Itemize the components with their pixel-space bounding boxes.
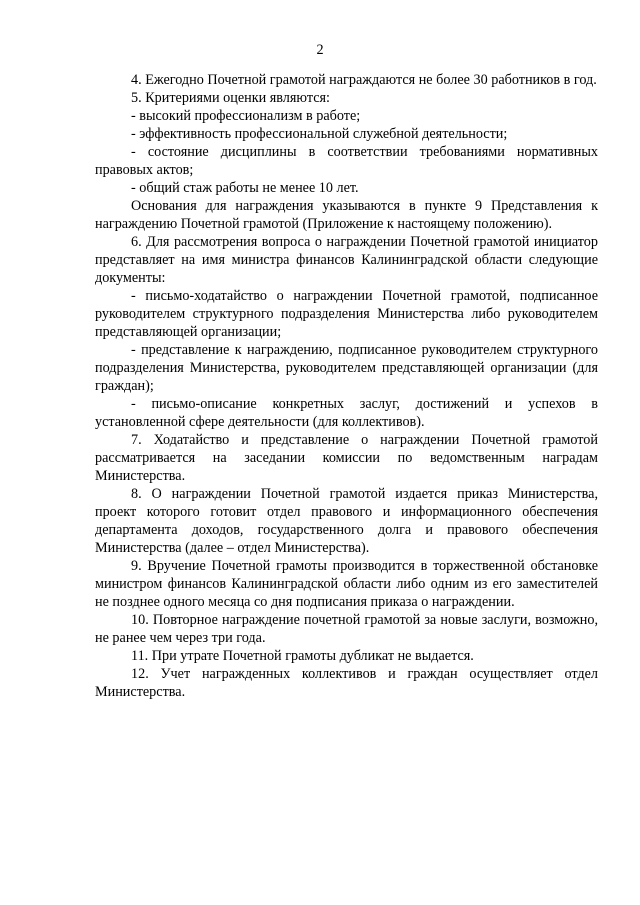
page-number: 2 <box>316 42 324 58</box>
paragraph-item-12: 12. Учет награжденных коллективов и граждан осуществляет отдел Министерства. <box>95 666 598 700</box>
document-nomination: - представление к награждению, подписанное руководителем структурного подразделения Министерства, руководителем представляющей организации (для граждан); <box>95 342 598 394</box>
criteria-experience: - общий стаж работы не менее 10 лет. <box>131 180 359 196</box>
criteria-discipline: - состояние дисциплины в соответствии требованиями нормативных правовых актов; <box>95 144 598 178</box>
paragraph-item-7: 7. Ходатайство и представление о награждении Почетной грамотой рассматривается на заседании комиссии по ведомственным наградам Министерства. <box>95 432 598 484</box>
paragraph-item-10: 10. Повторное награждение почетной грамотой за новые заслуги, возможно, не ранее чем через три года. <box>95 612 598 646</box>
paragraph-item-9: 9. Вручение Почетной грамоты производится в торжественной обстановке министром финансов Калининградской области либо одним из его заместителей не позднее одного месяца со дня подписания приказа о награждении. <box>95 558 598 610</box>
document-description-letter: - письмо-описание конкретных заслуг, достижений и успехов в установленной сфере деятельности (для коллективов). <box>95 396 598 430</box>
paragraph-item-6: 6. Для рассмотрения вопроса о награждении Почетной грамотой инициатор представляет на имя министра финансов Калининградской области следующие документы: <box>95 234 598 286</box>
paragraph-item-8: 8. О награждении Почетной грамотой издается приказ Министерства, проект которого готовит отдел правового и информационного обеспечения департамента доходов, государственного долга и правового обеспечения Министерства (далее – отдел Министерства). <box>95 486 598 556</box>
paragraph-grounds: Основания для награждения указываются в пункте 9 Представления к награждению Почетной грамотой (Приложение к настоящему положению). <box>95 198 598 232</box>
document-letter-petition: - письмо-ходатайство о награждении Почетной грамотой, подписанное руководителем структурного подразделения Министерства либо руководителем представляющей организации; <box>95 288 598 340</box>
paragraph-criteria-intro: 5. Критериями оценки являются: <box>131 90 330 106</box>
paragraph-item-11: 11. При утрате Почетной грамоты дубликат не выдается. <box>131 648 474 664</box>
document-body <box>95 71 598 701</box>
criteria-professionalism: - высокий профессионализм в работе; <box>131 108 361 124</box>
criteria-efficiency: - эффективность профессиональной служебной деятельности; <box>131 126 508 142</box>
paragraph-item-4: 4. Ежегодно Почетной грамотой награждаются не более 30 работников в год. <box>131 72 597 88</box>
